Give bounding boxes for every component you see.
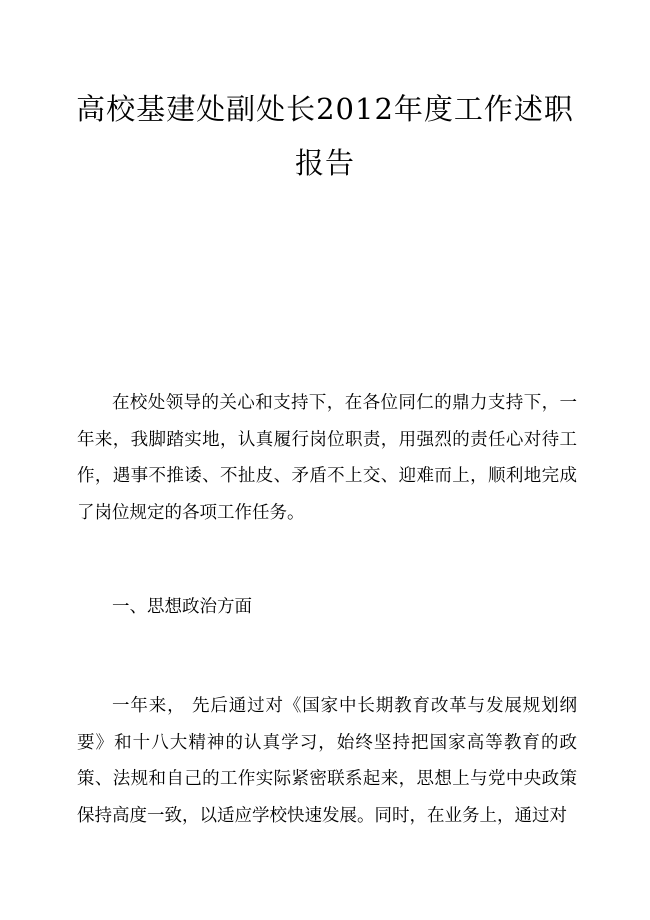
title-line-1: 高校基建处副处长2012年度工作述职	[76, 92, 574, 126]
document-title	[60, 82, 590, 190]
section-heading-political: 一、思想政治方面	[112, 597, 252, 617]
title-line-2: 报告	[294, 146, 355, 180]
body-paragraph-political: 一年来， 先后通过对《国家中长期教育改革与发展规划纲要》和十八大精神的认真学习，始终坚持把国家高等教育的政策、法规和自己的工作实际紧密联系起来，思想上与党中央政策保持高度一致，以适应学校快速发展。同时，在业务上，通过对	[77, 696, 577, 826]
intro-paragraph: 在校处领导的关心和支持下，在各位同仁的鼎力支持下，一年来，我脚踏实地，认真履行岗位职责，用强烈的责任心对待工作，遇事不推诿、不扯皮、矛盾不上交、迎难而上，顺利地完成了岗位规定的各项工作任务。	[77, 393, 577, 523]
